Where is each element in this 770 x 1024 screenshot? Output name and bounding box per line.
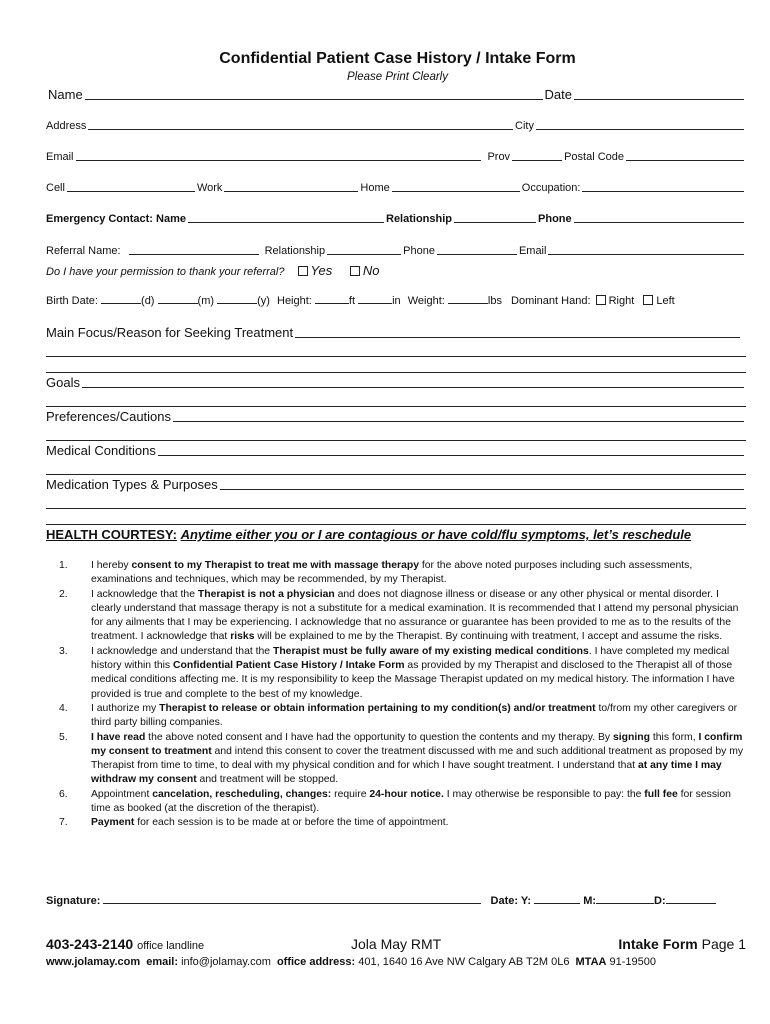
health-courtesy-label: HEALTH COURTESY:: [46, 527, 177, 542]
consent-item-text: as provided by my Therapist and disclosed to the Therapist all of those medical conditions affecting me. It is my responsibility to keep the Massage Therapist updated on my medical history. The information I have provided is true and complete to the best of my knowledge.: [91, 660, 735, 700]
consent-item: [46, 702, 746, 731]
footer-phone-number: 403-243-2140: [46, 936, 134, 952]
consent-item-emphasis: Therapist is not a physician: [197, 588, 335, 600]
main-focus-row: [46, 325, 742, 340]
signature-row: [46, 895, 716, 907]
consent-item: [46, 788, 746, 817]
consent-item: [46, 731, 746, 788]
signature-day-label: D:: [654, 895, 666, 907]
consent-item-number: 1.: [59, 560, 68, 571]
referral-email-field[interactable]: [548, 253, 744, 255]
consent-item-text: and does not diagnose illness or disease or any other physical or mental disorder. I clearly understand that massage therapy is not a substitute for a medical examination. It is recommended that I attend my personal physician for any ailments that I may be experiencing. I acknowledge that no assurance or guarantee has been provided to me as to the results of the treatment. I acknowledge that: [91, 588, 739, 643]
birth-date-label: Birth Date:: [46, 295, 98, 307]
footer-phone: [46, 936, 204, 952]
birth-day-field[interactable]: [101, 303, 141, 304]
main-focus-line-3[interactable]: [46, 372, 746, 373]
referral-email-label: Email: [518, 245, 547, 257]
health-courtesy: [46, 527, 691, 542]
emergency-relationship-field[interactable]: [454, 221, 536, 223]
address-field[interactable]: [88, 128, 513, 130]
height-label: Height:: [277, 295, 312, 307]
main-focus-field[interactable]: [295, 336, 740, 338]
right-label: Right: [608, 295, 635, 307]
consent-item-emphasis: at any time I may withdraw my consent: [91, 760, 722, 786]
footer-form-name: Intake Form: [618, 936, 698, 952]
consent-item-text: require: [331, 788, 370, 800]
goals-row: [46, 375, 746, 390]
footer-mtaa-label: MTAA: [575, 956, 607, 968]
consent-item-text: this form,: [649, 731, 699, 743]
consent-item-emphasis: Payment: [91, 817, 135, 829]
goals-line-2[interactable]: [46, 406, 746, 407]
consent-item-text: I acknowledge that the: [91, 588, 198, 600]
emergency-contact-row: [46, 213, 746, 225]
medication-row: [46, 477, 746, 492]
goals-field[interactable]: [82, 386, 744, 388]
consent-item-emphasis: I confirm my consent to treatment: [91, 731, 743, 757]
consent-item-number: 4.: [59, 702, 68, 714]
birth-year-field[interactable]: [217, 303, 257, 304]
medical-conditions-field[interactable]: [158, 454, 744, 456]
email-label: Email: [46, 151, 74, 163]
footer-address-label: office address:: [276, 956, 356, 968]
consent-item-text: for each session is to be made at or before the time of appointment.: [134, 817, 449, 829]
main-focus-line-2[interactable]: [46, 356, 746, 357]
name-date-row: [48, 87, 746, 102]
consent-item-emphasis: Therapist to release or obtain information pertaining to my condition(s) and/or treatment: [159, 702, 596, 714]
referral-name-field[interactable]: [129, 253, 259, 255]
goals-label: Goals: [46, 375, 80, 390]
consent-item-emphasis: consent to my Therapist to treat me with massage therapy: [131, 560, 419, 571]
consent-list: [46, 559, 746, 831]
consent-item-text: and treatment will be stopped.: [196, 774, 339, 786]
email-field[interactable]: [76, 159, 482, 161]
consent-item-number: 2.: [59, 588, 68, 600]
consent-item-text: I hereby: [91, 560, 132, 571]
cell-label: Cell: [46, 182, 65, 194]
yes-checkbox[interactable]: [298, 266, 308, 276]
no-checkbox[interactable]: [350, 266, 360, 276]
consent-item-text: for session time as booked (at the discretion of the therapist).: [91, 788, 731, 815]
postal-code-field[interactable]: [626, 159, 744, 161]
footer-contact: [46, 956, 656, 968]
consent-item-emphasis: Confidential Patient Case History / Intake Form: [173, 660, 405, 672]
footer-mtaa-number: 91-19500: [609, 956, 657, 968]
consent-item: [46, 588, 746, 645]
dominant-hand-label: Dominant Hand:: [511, 295, 591, 307]
home-label: Home: [360, 182, 390, 194]
work-field[interactable]: [224, 190, 358, 192]
consent-item-text: to/from my other caregivers or third party billing companies.: [91, 702, 738, 729]
consent-item-text: the above noted consent and I have had the opportunity to question the contents and my therapy. By: [145, 731, 614, 743]
consent-item-text: I acknowledge and understand that the: [91, 645, 273, 657]
consent-item-emphasis: signing: [613, 731, 650, 743]
signature-day-field[interactable]: [666, 903, 716, 904]
right-hand-checkbox[interactable]: [596, 295, 606, 305]
referral-relationship-field[interactable]: [327, 253, 401, 255]
referral-phone-label: Phone: [403, 245, 435, 257]
consent-item-emphasis: cancelation, rescheduling, changes:: [152, 788, 332, 800]
yes-label: Yes: [310, 263, 333, 278]
address-label: Address: [46, 120, 87, 132]
cell-field[interactable]: [67, 190, 195, 192]
date-field[interactable]: [574, 98, 744, 100]
medication-line-2[interactable]: [46, 508, 746, 509]
preferences-label: Preferences/Cautions: [46, 409, 172, 424]
page-title: Confidential Patient Case History / Intake Form: [219, 50, 576, 67]
consent-item-emphasis: I have read: [91, 731, 146, 743]
consent-item: [46, 559, 746, 588]
permission-question: Do I have your permission to thank your referral?: [46, 266, 285, 278]
signature-month-field[interactable]: [596, 903, 654, 904]
signature-date-label: Date:: [490, 895, 519, 907]
signature-year-field[interactable]: [534, 903, 580, 904]
signature-month-label: M:: [583, 895, 597, 907]
weight-label: Weight:: [407, 295, 445, 307]
consent-item-number: 3.: [59, 645, 68, 657]
medication-line-3[interactable]: [46, 524, 746, 525]
consent-item: [46, 645, 746, 702]
consent-item-number: 5.: [59, 731, 68, 743]
referral-permission-row: [46, 263, 379, 278]
footer-website[interactable]: www.jolamay.com: [46, 956, 141, 968]
main-focus-label: Main Focus/Reason for Seeking Treatment: [46, 325, 294, 340]
medical-conditions-row: [46, 443, 746, 458]
work-label: Work: [196, 182, 223, 194]
ft-label: ft: [348, 295, 356, 307]
consent-item-emphasis: Therapist must be fully aware of my existing medical conditions: [272, 645, 589, 657]
footer-page-info: [618, 936, 746, 952]
left-hand-checkbox[interactable]: [643, 295, 653, 305]
page-subtitle: Please Print Clearly: [347, 71, 448, 83]
consent-item-emphasis: full fee: [644, 788, 678, 800]
address-row: [46, 120, 746, 132]
consent-item: [46, 816, 746, 830]
birth-month-field[interactable]: [158, 303, 198, 304]
health-courtesy-text: Anytime either you or I are contagious or have cold/flu symptoms, let’s reschedule: [180, 527, 692, 542]
name-field[interactable]: [85, 98, 543, 100]
preferences-row: [46, 409, 746, 424]
medical-conditions-line-2[interactable]: [46, 474, 746, 475]
occupation-field[interactable]: [582, 190, 744, 192]
left-label: Left: [656, 295, 675, 307]
email-row: [46, 151, 746, 163]
name-label: Name: [48, 87, 83, 102]
city-label: City: [515, 120, 534, 132]
weight-field[interactable]: [448, 303, 488, 304]
prov-field[interactable]: [512, 159, 562, 161]
footer-page-number: Page 1: [701, 936, 746, 952]
emergency-phone-field[interactable]: [574, 221, 744, 223]
emergency-name-field[interactable]: [188, 221, 384, 223]
medical-conditions-label: Medical Conditions: [46, 443, 156, 458]
emergency-phone-label: Phone: [538, 213, 572, 225]
consent-item-emphasis: 24-hour notice.: [369, 788, 444, 800]
signature-year-label: Y:: [520, 895, 532, 907]
lbs-label: lbs: [487, 295, 502, 307]
signature-field[interactable]: [103, 903, 481, 904]
footer-email-label: email:: [146, 956, 178, 968]
consent-item-text: I authorize my: [91, 702, 160, 714]
preferences-line-2[interactable]: [46, 440, 746, 441]
prov-label: Prov: [487, 151, 511, 163]
consent-item-text: will be explained to me by the Therapist. By continuing with treatment, I accept and assume the risks.: [254, 631, 723, 643]
consent-item-number: 6.: [59, 788, 68, 800]
day-label: (d): [141, 295, 155, 307]
consent-item-emphasis: risks: [230, 631, 255, 643]
footer-address: 401, 1640 16 Ave NW Calgary AB T2M 0L6: [358, 956, 570, 968]
signature-label: Signature:: [46, 895, 101, 907]
consent-item-number: 7.: [59, 817, 68, 829]
emergency-relationship-label: Relationship: [386, 213, 453, 225]
date-label: Date: [544, 87, 572, 102]
referral-relationship-label: Relationship: [264, 245, 326, 257]
phones-row: [46, 182, 746, 194]
referral-name-label: Referral Name:: [46, 245, 121, 257]
preferences-field[interactable]: [173, 420, 744, 422]
consent-item-text: I may otherwise be responsible to pay: the: [443, 788, 645, 800]
medication-label: Medication Types & Purposes: [46, 477, 218, 492]
consent-item-text: Appointment: [91, 788, 153, 800]
consent-item-text: . I have completed my medical history within this: [91, 645, 730, 672]
in-label: in: [392, 295, 401, 307]
month-label: (m): [197, 295, 215, 307]
footer-practitioner-name: Jola May RMT: [351, 936, 442, 952]
city-field[interactable]: [536, 128, 744, 130]
footer-landline-label: office landline: [137, 940, 205, 952]
consent-item-text: for the above noted purposes including such assessments, examinations and techniques, which may be recommended, by my Therapist.: [91, 560, 693, 586]
occupation-label: Occupation:: [521, 182, 581, 194]
emergency-contact-label: Emergency Contact: Name: [46, 213, 186, 225]
height-ft-field[interactable]: [315, 303, 349, 304]
home-field[interactable]: [392, 190, 520, 192]
medication-field[interactable]: [220, 488, 744, 490]
birth-date-row: [46, 295, 675, 307]
consent-item-text: and intend this consent to cover the treatment discussed with me and such additional treatment as proposed by my Therapist from time to time, to deal with my physical condition and for which I have sought treatment. I understand that: [91, 745, 744, 772]
postal-code-label: Postal Code: [564, 151, 624, 163]
no-label: No: [362, 263, 380, 278]
footer-email[interactable]: info@jolamay.com: [181, 956, 271, 968]
year-label: (y): [257, 295, 270, 307]
referral-row: [46, 245, 746, 257]
height-in-field[interactable]: [358, 303, 392, 304]
referral-phone-field[interactable]: [437, 253, 517, 255]
